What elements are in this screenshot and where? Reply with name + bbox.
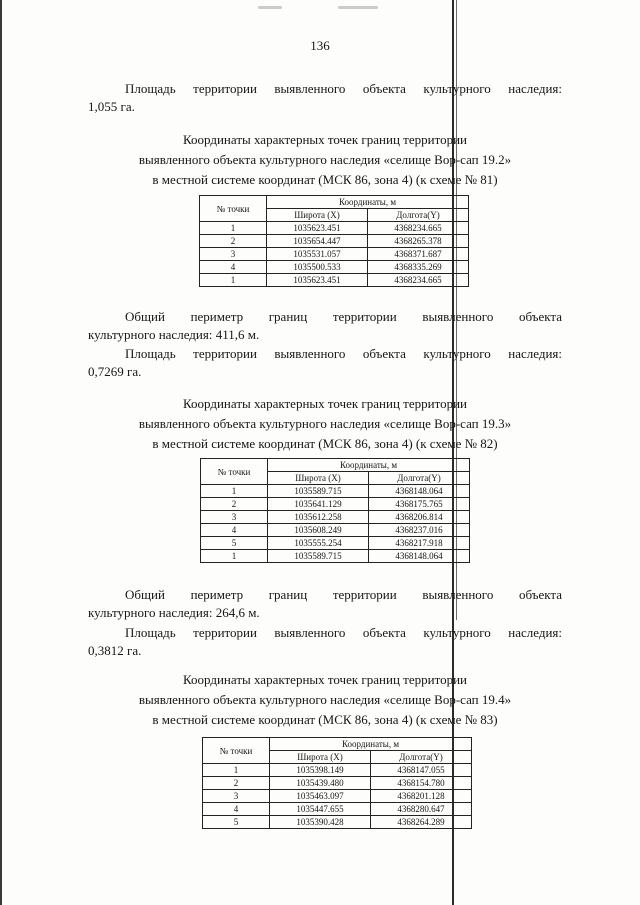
scan-edge xyxy=(0,0,2,905)
table-header-row xyxy=(203,738,472,751)
table-row xyxy=(200,248,469,261)
scan-smudge xyxy=(258,6,282,9)
cell-lat: 1035500.533 xyxy=(267,261,368,274)
col-header-lat: Широта (X) xyxy=(268,472,369,485)
perimeter-text: Общий периметр границ территории выявленного объекта xyxy=(125,309,562,324)
heading-line: выявленного объекта культурного наследия «селище Вор-сап 19.3» xyxy=(138,416,512,431)
col-header-group: Координаты, м xyxy=(268,459,470,472)
col-header-lat: Широта (X) xyxy=(267,209,368,222)
cell-lat: 1035623.451 xyxy=(267,222,368,235)
col-header-num: № точки xyxy=(203,738,270,764)
scan-smudge xyxy=(338,6,378,9)
cell-num: 5 xyxy=(203,816,270,829)
cell-lon: 4368265.378 xyxy=(368,235,469,248)
table-header-row xyxy=(201,459,470,472)
heading-line: в местной системе координат (МСК 86, зона 4) (к схеме № 82) xyxy=(152,436,498,451)
area-text: Площадь территории выявленного объекта культурного наследия: xyxy=(125,346,562,361)
cell-num: 1 xyxy=(200,222,267,235)
cell-num: 5 xyxy=(201,537,268,550)
cell-lon: 4368335.269 xyxy=(368,261,469,274)
cell-lon: 4368217.918 xyxy=(369,537,470,550)
table-row xyxy=(200,235,469,248)
table-row xyxy=(203,816,472,829)
col-header-lon: Долгота(Y) xyxy=(369,472,470,485)
perimeter-text: Общий периметр границ территории выявленного объекта xyxy=(125,587,562,602)
heading-line: выявленного объекта культурного наследия «селище Вор-сап 19.2» xyxy=(138,152,512,167)
cell-lat: 1035555.254 xyxy=(268,537,369,550)
cell-lat: 1035398.149 xyxy=(270,764,371,777)
cell-num: 1 xyxy=(200,274,267,287)
cell-lon: 4368237.016 xyxy=(369,524,470,537)
cell-lon: 4368234.665 xyxy=(368,274,469,287)
table-row xyxy=(201,498,470,511)
cell-lat: 1035654.447 xyxy=(267,235,368,248)
table-row xyxy=(203,803,472,816)
heading-line: выявленного объекта культурного наследия «селище Вор-сап 19.4» xyxy=(138,692,512,707)
table-header-row xyxy=(200,196,469,209)
cell-lat: 1035589.715 xyxy=(268,485,369,498)
cell-num: 3 xyxy=(200,248,267,261)
table-row xyxy=(201,524,470,537)
cell-num: 4 xyxy=(203,803,270,816)
col-header-lon: Долгота(Y) xyxy=(368,209,469,222)
cell-lon: 4368234.665 xyxy=(368,222,469,235)
cell-num: 2 xyxy=(201,498,268,511)
area-value: 0,3812 га. xyxy=(88,643,142,658)
table-row xyxy=(200,274,469,287)
cell-num: 2 xyxy=(203,777,270,790)
cell-lon: 4368201.128 xyxy=(371,790,472,803)
area-value: 1,055 га. xyxy=(88,99,135,114)
page-number: 136 xyxy=(310,38,330,53)
cell-num: 1 xyxy=(201,485,268,498)
table-row xyxy=(203,790,472,803)
cell-lat: 1035608.249 xyxy=(268,524,369,537)
col-header-group: Координаты, м xyxy=(267,196,469,209)
cell-lon: 4368206.814 xyxy=(369,511,470,524)
col-header-num: № точки xyxy=(201,459,268,485)
cell-lat: 1035463.097 xyxy=(270,790,371,803)
cell-lat: 1035531.057 xyxy=(267,248,368,261)
cell-lon: 4368154.780 xyxy=(371,777,472,790)
heading-line: в местной системе координат (МСК 86, зона 4) (к схеме № 81) xyxy=(152,172,498,187)
table-row xyxy=(200,261,469,274)
area-text: Площадь территории выявленного объекта культурного наследия: xyxy=(125,625,562,640)
cell-lon: 4368148.064 xyxy=(369,485,470,498)
area-value: 0,7269 га. xyxy=(88,364,142,379)
cell-lat: 1035439.480 xyxy=(270,777,371,790)
cell-lat: 1035641.129 xyxy=(268,498,369,511)
section-heading xyxy=(60,130,590,190)
cell-lat: 1035589.715 xyxy=(268,550,369,563)
table-row xyxy=(203,764,472,777)
coordinates-table xyxy=(202,737,472,829)
cell-num: 4 xyxy=(201,524,268,537)
table-row xyxy=(201,485,470,498)
cell-lon: 4368147.055 xyxy=(371,764,472,777)
table-row xyxy=(201,550,470,563)
cell-num: 2 xyxy=(200,235,267,248)
cell-lat: 1035623.451 xyxy=(267,274,368,287)
heading-line: Координаты характерных точек границ территории xyxy=(183,132,467,147)
cell-lat: 1035612.258 xyxy=(268,511,369,524)
cell-lon: 4368371.687 xyxy=(368,248,469,261)
table-row xyxy=(200,222,469,235)
cell-lat: 1035447.655 xyxy=(270,803,371,816)
heading-line: Координаты характерных точек границ территории xyxy=(183,396,467,411)
heading-line: в местной системе координат (МСК 86, зона 4) (к схеме № 83) xyxy=(152,712,498,727)
cell-lon: 4368175.765 xyxy=(369,498,470,511)
cell-lon: 4368148.064 xyxy=(369,550,470,563)
table-row xyxy=(201,537,470,550)
perimeter-text: культурного наследия: 264,6 м. xyxy=(88,605,260,620)
cell-num: 4 xyxy=(200,261,267,274)
section-heading xyxy=(60,670,590,730)
cell-num: 1 xyxy=(201,550,268,563)
col-header-group: Координаты, м xyxy=(270,738,472,751)
area-text: Площадь территории выявленного объекта культурного наследия: xyxy=(125,81,562,96)
table-row xyxy=(201,511,470,524)
cell-num: 3 xyxy=(203,790,270,803)
col-header-num: № точки xyxy=(200,196,267,222)
col-header-lat: Широта (X) xyxy=(270,751,371,764)
cell-num: 3 xyxy=(201,511,268,524)
perimeter-text: культурного наследия: 411,6 м. xyxy=(88,327,260,342)
cell-num: 1 xyxy=(203,764,270,777)
coordinates-table xyxy=(200,458,470,563)
table-row xyxy=(203,777,472,790)
coordinates-table xyxy=(199,195,469,287)
section-heading xyxy=(60,394,590,454)
cell-lon: 4368264.289 xyxy=(371,816,472,829)
cell-lat: 1035390.428 xyxy=(270,816,371,829)
cell-lon: 4368280.647 xyxy=(371,803,472,816)
col-header-lon: Долгота(Y) xyxy=(371,751,472,764)
heading-line: Координаты характерных точек границ территории xyxy=(183,672,467,687)
